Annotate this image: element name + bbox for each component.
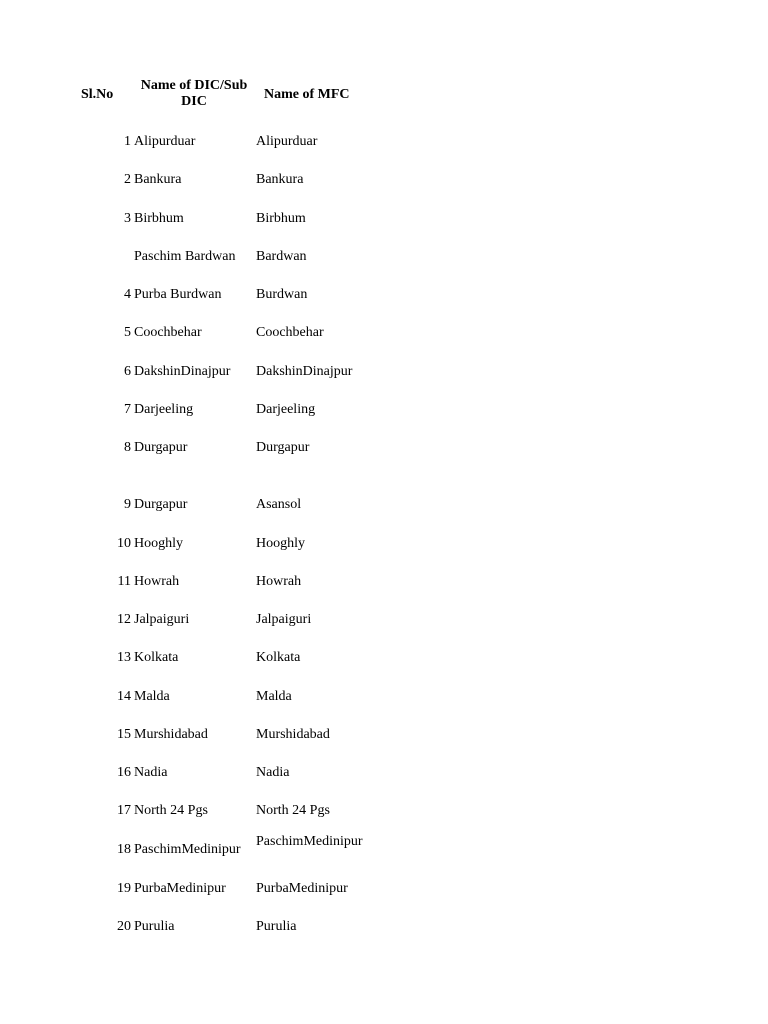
table-row [0, 650, 768, 670]
sl-no-cell: 6 [124, 364, 131, 379]
table-row [0, 881, 768, 901]
sl-no-cell: 11 [117, 574, 131, 589]
sl-no-cell: 2 [124, 172, 131, 187]
sl-no-cell: 15 [117, 727, 131, 742]
dic-name-cell: Alipurduar [134, 134, 196, 149]
mfc-name-cell: North 24 Pgs [256, 803, 330, 818]
dic-name-cell: Paschim Bardwan [134, 249, 236, 264]
mfc-name-cell: Howrah [256, 574, 302, 589]
table-row [0, 689, 768, 709]
table-row [0, 402, 768, 422]
sl-no-cell: 19 [117, 881, 131, 896]
dic-name-cell: North 24 Pgs [134, 803, 208, 818]
mfc-name-cell: Burdwan [256, 287, 308, 302]
dic-name-cell: PaschimMedinipur [134, 842, 241, 857]
sl-no-cell: 20 [117, 919, 131, 934]
sl-no-cell: 9 [124, 497, 131, 512]
sl-no-cell: 3 [124, 211, 131, 226]
dic-name-cell: Durgapur [134, 440, 188, 455]
dic-name-cell: Durgapur [134, 497, 188, 512]
mfc-name-cell: Asansol [256, 497, 302, 512]
dic-name-cell: Malda [134, 689, 170, 704]
table-row [0, 727, 768, 747]
dic-name-cell: DakshinDinajpur [134, 364, 231, 379]
table-row [0, 612, 768, 632]
dic-name-cell: Jalpaiguri [134, 612, 190, 627]
dic-name-cell: Hooghly [134, 536, 183, 551]
mfc-name-cell: Durgapur [256, 440, 310, 455]
sl-no-cell: 5 [124, 325, 131, 340]
mfc-name-cell: PurbaMedinipur [256, 881, 348, 896]
mfc-name-cell: Murshidabad [256, 727, 330, 742]
sl-no-cell: 8 [124, 440, 131, 455]
dic-name-cell: Coochbehar [134, 325, 202, 340]
dic-name-cell: Kolkata [134, 650, 179, 665]
header-sl-no: Sl.No [81, 87, 114, 102]
sl-no-cell: 18 [117, 842, 131, 857]
dic-name-cell: Darjeeling [134, 402, 194, 417]
table-row [0, 211, 768, 231]
table-row [0, 287, 768, 307]
table-row [0, 364, 768, 384]
mfc-name-cell: Darjeeling [256, 402, 316, 417]
dic-name-cell: Bankura [134, 172, 182, 187]
mfc-name-cell: Coochbehar [256, 325, 324, 340]
table-row [0, 497, 768, 517]
sl-no-cell: 16 [117, 765, 131, 780]
mfc-name-cell: DakshinDinajpur [256, 364, 353, 379]
dic-name-cell: Birbhum [134, 211, 184, 226]
mfc-name-cell: Hooghly [256, 536, 305, 551]
header-dic-name: Name of DIC/Sub DIC [140, 78, 248, 109]
dic-name-cell: Murshidabad [134, 727, 208, 742]
mfc-name-cell: Bankura [256, 172, 304, 187]
table-row [0, 134, 768, 154]
table-row [0, 325, 768, 345]
sl-no-cell: 17 [117, 803, 131, 818]
mfc-name-cell: Nadia [256, 765, 290, 780]
mfc-name-cell: Alipurduar [256, 134, 318, 149]
table-row [0, 440, 768, 460]
sl-no-cell: 1 [124, 134, 131, 149]
table-row [0, 249, 768, 269]
dic-name-cell: Purulia [134, 919, 175, 934]
table-row [0, 919, 768, 939]
sl-no-cell: 13 [117, 650, 131, 665]
mfc-name-cell: Purulia [256, 919, 297, 934]
mfc-name-cell: Jalpaiguri [256, 612, 312, 627]
dic-name-cell: PurbaMedinipur [134, 881, 226, 896]
mfc-name-cell: PaschimMedinipur [256, 834, 363, 849]
dic-name-cell: Howrah [134, 574, 180, 589]
sl-no-cell: 14 [117, 689, 131, 704]
sl-no-cell: 12 [117, 612, 131, 627]
sl-no-cell: 10 [117, 536, 131, 551]
table-row [0, 574, 768, 594]
mfc-name-cell: Kolkata [256, 650, 301, 665]
table-row [0, 536, 768, 556]
table-row [0, 172, 768, 192]
mfc-name-cell: Malda [256, 689, 292, 704]
sl-no-cell: 4 [124, 287, 131, 302]
header-mfc-name: Name of MFC [264, 87, 350, 102]
mfc-name-cell: Birbhum [256, 211, 306, 226]
dic-name-cell: Nadia [134, 765, 168, 780]
table-row [0, 803, 768, 823]
dic-name-cell: Purba Burdwan [134, 287, 222, 302]
table-row [0, 834, 768, 857]
mfc-name-cell: Bardwan [256, 249, 307, 264]
table-row [0, 765, 768, 785]
sl-no-cell: 7 [124, 402, 131, 417]
